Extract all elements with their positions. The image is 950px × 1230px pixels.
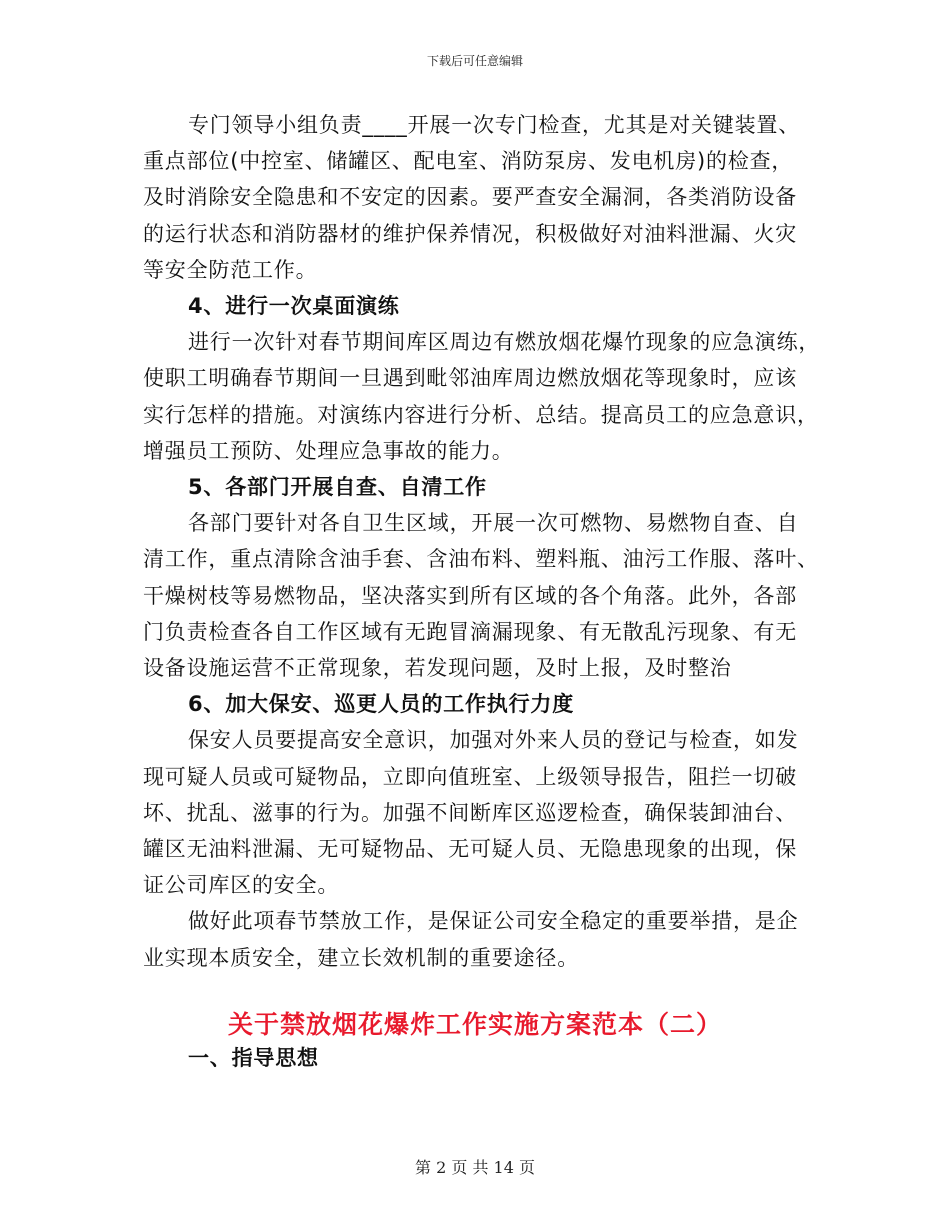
paragraph-line: 做好此项春节禁放工作，是保证公司安全稳定的重要举措，是企 [188, 909, 799, 934]
paragraph-line: 的运行状态和消防器材的维护保养情况，积极做好对油料泄漏、火灾 [143, 221, 797, 246]
paragraph-line: 实行怎样的措施。对演练内容进行分析、总结。提高员工的应急意识， [143, 402, 819, 427]
paragraph-line: 进行一次针对春节期间库区周边有燃放烟花爆竹现象的应急演练， [188, 330, 821, 355]
list-heading: 5、各部门开展自查、自清工作 [188, 475, 487, 500]
paragraph-line: 重点部位(中控室、储罐区、配电室、消防泵房、发电机房)的检查， [143, 149, 794, 174]
paragraph-line: 证公司库区的安全。 [143, 873, 340, 898]
section-heading: 一、指导思想 [188, 1046, 319, 1070]
body-text [143, 107, 821, 976]
list-heading: 6、加大保安、巡更人员的工作执行力度 [188, 692, 575, 717]
paragraph-line: 门负责检查各自工作区域有无跑冒滴漏现象、有无散乱污现象、有无 [143, 619, 797, 644]
page-header: 下载后可任意编辑 [426, 54, 523, 68]
paragraph-line: 干燥树枝等易燃物品，坚决落实到所有区域的各个角落。此外，各部 [143, 583, 797, 608]
paragraph-line: 增强员工预防、处理应急事故的能力。 [143, 438, 514, 463]
paragraph-line: 使职工明确春节期间一旦遇到毗邻油库周边燃放烟花等现象时，应该 [143, 366, 797, 391]
paragraph-line: 各部门要针对各自卫生区域，开展一次可燃物、易燃物自查、自 [188, 511, 799, 536]
paragraph-line: 坏、扰乱、滋事的行为。加强不间断库区巡逻检查，确保装卸油台、 [143, 800, 797, 825]
page-footer: 第 2 页 共 14 页 [415, 1158, 535, 1177]
paragraph-line: 保安人员要提高安全意识，加强对外来人员的登记与检查，如发 [188, 728, 799, 753]
document-title: 关于禁放烟花爆炸工作实施方案范本（二） [227, 1010, 722, 1039]
paragraph-line: 等安全防范工作。 [143, 257, 318, 282]
paragraph-line: 专门领导小组负责____开展一次专门检查，尤其是对关键装置、 [188, 113, 800, 137]
paragraph-line: 现可疑人员或可疑物品，立即向值班室、上级领导报告，阻拦一切破 [143, 764, 797, 789]
paragraph-line: 清工作，重点清除含油手套、含油布料、塑料瓶、油污工作服、落叶、 [143, 547, 819, 572]
paragraph-line: 罐区无油料泄漏、无可疑物品、无可疑人员、无隐患现象的出现，保 [143, 837, 797, 862]
paragraph-line: 业实现本质安全，建立长效机制的重要途径。 [143, 945, 579, 970]
list-heading: 4、进行一次桌面演练 [188, 294, 400, 319]
paragraph-line: 及时消除安全隐患和不安定的因素。要严查安全漏洞，各类消防设备 [143, 185, 797, 210]
paragraph-line: 设备设施运营不正常现象，若发现问题，及时上报，及时整治 [143, 656, 732, 681]
